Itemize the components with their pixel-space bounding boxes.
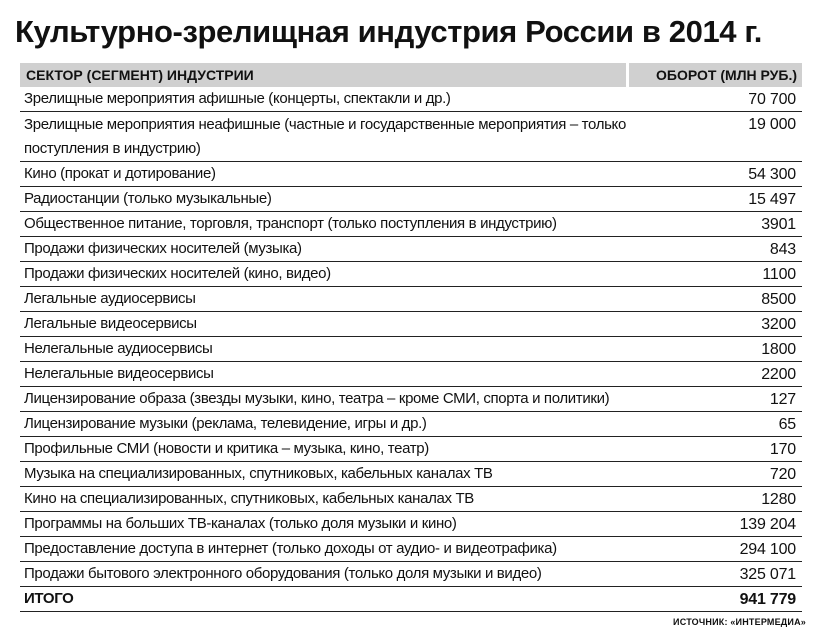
turnover-value: 2200 [761,366,796,383]
table-row [20,462,802,487]
turnover-value: 139 204 [739,516,796,533]
sector-name: Зрелищные мероприятия афишные (концерты, спектакли и др.) [24,90,451,107]
sector-name: Лицензирование музыки (реклама, телевидение, игры и др.) [24,415,427,432]
table-row [20,387,802,412]
table-row [20,512,802,537]
table-row [20,262,802,287]
table-row [20,412,802,437]
table-row [20,337,802,362]
turnover-value: 1100 [762,266,796,283]
sector-name: Продажи физических носителей (музыка) [24,240,302,257]
turnover-value: 325 071 [739,566,796,583]
turnover-value: 15 497 [748,191,796,208]
table-row [20,362,802,387]
turnover-value: 127 [769,391,796,408]
sector-name: Продажи бытового электронного оборудования (только доля музыки и видео) [24,565,542,582]
turnover-value: 294 100 [739,541,796,558]
sector-name: Радиостанции (только музыкальные) [24,190,272,207]
sector-name: Музыка на специализированных, спутниковых, кабельных каналах ТВ [24,465,493,482]
sector-name: Легальные аудиосервисы [24,290,196,307]
turnover-value: 720 [769,466,796,483]
sector-name: Зрелищные мероприятия неафишные (частные и государственные мероприятия – только поступления в индустрию) [24,115,626,157]
sector-name: Нелегальные аудиосервисы [24,340,213,357]
table-row [20,487,802,512]
sector-name: Нелегальные видеосервисы [24,365,214,382]
page-title: Культурно-зрелищная индустрия России в 2014 г. [15,14,762,49]
table-row [20,112,802,162]
sector-name: Продажи физических носителей (кино, видео) [24,265,331,282]
industry-table [20,63,802,612]
total-value: 941 779 [739,591,796,608]
turnover-value: 19 000 [748,116,796,133]
sector-name: Легальные видеосервисы [24,315,197,332]
sector-name: Кино на специализированных, спутниковых, кабельных каналах ТВ [24,490,474,507]
sector-name: Предоставление доступа в интернет (только доходы от аудио- и видеотрафика) [24,540,557,557]
table-header [20,63,802,87]
total-label: ИТОГО [24,590,74,607]
sector-name: Лицензирование образа (звезды музыки, кино, театра – кроме СМИ, спорта и политики) [24,390,610,407]
turnover-value: 3200 [761,316,796,333]
turnover-value: 8500 [761,291,796,308]
table-row [20,562,802,587]
table-row [20,287,802,312]
turnover-value: 3901 [761,216,796,233]
sector-name: Кино (прокат и дотирование) [24,165,216,182]
table-row [20,187,802,212]
turnover-value: 1800 [761,341,796,358]
sector-name: Профильные СМИ (новости и критика – музыка, кино, театр) [24,440,429,457]
turnover-value: 54 300 [748,166,796,183]
sector-name: Программы на больших ТВ-каналах (только доля музыки и кино) [24,515,457,532]
table-row [20,437,802,462]
turnover-value: 843 [769,241,796,258]
table-row [20,237,802,262]
turnover-value: 1280 [761,491,796,508]
sector-name: Общественное питание, торговля, транспорт (только поступления в индустрию) [24,215,557,232]
turnover-value: 65 [778,416,796,433]
table-row [20,537,802,562]
table-row [20,212,802,237]
turnover-value: 70 700 [748,91,796,108]
turnover-value: 170 [769,441,796,458]
total-row [20,587,802,612]
table-row [20,162,802,187]
table-row [20,312,802,337]
source-caption: ИСТОЧНИК: «ИНТЕРМЕДИА» [673,617,806,627]
table-row [20,87,802,112]
column-header-sector: СЕКТОР (СЕГМЕНТ) ИНДУСТРИИ [20,63,626,87]
column-header-turnover: ОБОРОТ (МЛН РУБ.) [629,63,802,87]
